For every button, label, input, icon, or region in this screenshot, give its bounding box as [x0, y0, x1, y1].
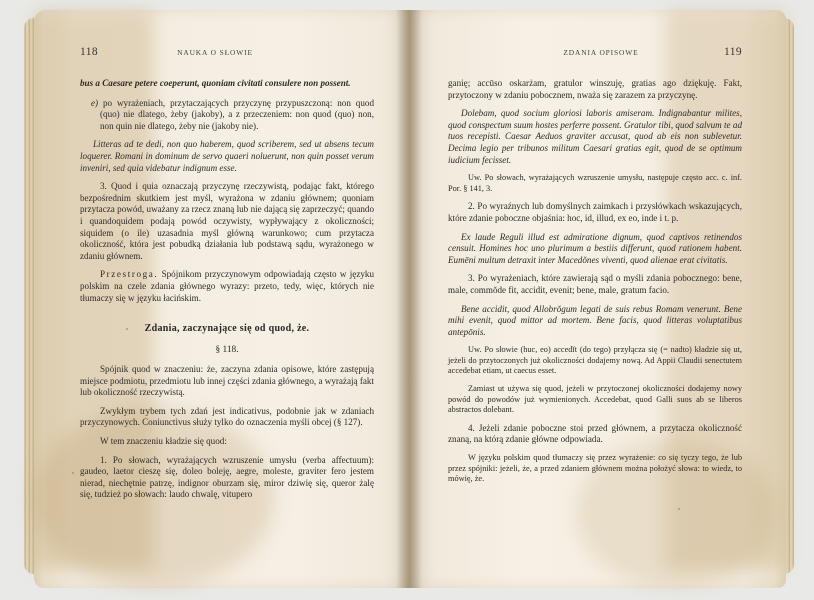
section-heading: Zdania, zaczynające się od quod, że.	[144, 323, 310, 335]
note-text: Po słowie (huc, eo) accedĭt (do tego) przyłącza się (= nadto) kładzie się ut, jeżeli do przytoczonych już okoliczności dodajemy nową. Ad Appii Claudii senectutem accedebat etiam, ut caecus esset.	[448, 345, 742, 376]
left-folio: 118	[80, 46, 99, 58]
note-uw-1	[448, 173, 742, 194]
right-folio: 119	[723, 46, 742, 58]
numbered-paragraph-3r	[448, 273, 742, 296]
note-label: Przestroga.	[100, 269, 159, 280]
note-text: Spójnikom przyczynowym odpowiadają często w języku polskim na czele zdania głównego wyrazy: przeto, tedy, więc, których nie tłumaczy się w języku łacińskim.	[80, 269, 374, 303]
section-paragraph-3: W tem znaczeniu kładzie się quod:	[100, 436, 227, 447]
paragraph-text: Jeżeli zdanie poboczne stoi przed głównem, a przytacza okoliczność znaną, na którą zdanie główne odpowiada.	[448, 422, 742, 445]
numbered-paragraph-3	[80, 181, 374, 262]
section-number: § 118.	[215, 345, 239, 356]
catchline-paragraph: bus a Caesare petere coeperunt, quoniam civitati consulere non possent.	[80, 78, 351, 88]
right-header-title: ZDANIA OPISOWE	[563, 48, 639, 57]
paragraph-marker: 3.	[100, 181, 107, 192]
right-page	[410, 10, 786, 588]
lettered-item-e	[80, 98, 374, 133]
continuation-paragraph: ganię; accūso oskarżam, gratulor winszuję, gratias ago dziękuję. Fakt, przytoczony w zdaniu pobocznem, nważa się zarazem za przyczynę.	[448, 78, 742, 100]
open-book	[28, 10, 788, 590]
left-page-content	[80, 46, 374, 501]
note-zamiast: Zamiast ut używa się quod, jeżeli w przytoczonej okoliczności dodajemy nowy powód do powodów już wymienionych. Accedebat, quod Galli suos ab se liberos abstractos dolebant.	[448, 384, 742, 415]
paragraph-marker: 2.	[468, 201, 475, 212]
closing-note: W języku polskim quod tłumaczy się przez wyrażenie: co się tyczy tego, że lub przez spójniki: jeżeli, że, a przed zdaniem głównem można położyć słowa: to wiedz, to mówię, że.	[448, 453, 742, 484]
paragraph-marker: 4.	[468, 422, 475, 433]
note-uw-2	[448, 345, 742, 377]
item-text: po wyrażeniach, przytaczających przyczynę przypuszczoną: non quod (quo) nie dlatego, żeby (jakoby), a z przeczeniem: non quod (quo) non, non quin nie dlatego, żeby nie (jakoby nie).	[100, 97, 374, 131]
latin-quote-dolebam: Dolebam, quod socium gloriosi laboris amiseram. Indignabantur milites, quod conspectum suum hostes perferre possent. Gratulor tibi, quod salvum te ad tuos recepisti. Caesar Aeduos graviter accusat, quod ab eis non sublevetur. Decima legio per tribunos militum Caesari gratias egit, quod de se optimum iudicium fecisset.	[448, 108, 742, 165]
note-text: Po słowach, wyrażających wzruszenie umysłu, następuje często acc. c. inf. Por. § 141, 3.	[448, 173, 742, 193]
latin-quote-litteras: Litteras ad te dedi, non quo haberem, quod scriberem, sed ut absens tecum loquerer. Romani in dominum de servo quaeri noluerunt, non quin posset verum inveniri, sed quia videbatur indignum esse.	[80, 139, 374, 173]
latin-quote-bene: Bene accidit, quod Allobrŏgum legati de suis rebus Romam venerunt. Bene mihi evenit, quod mittor ad mortem. Bene facis, quod litteras voluptatibus antepōnis.	[448, 303, 742, 337]
section-paragraph-4: 1. Po słowach, wyrażających wzruszenie umysłu (verba affectuum): gaudeo, laetor cieszę się, doleo boleję, aegre, moleste, graviter fero jestem nierad, niechętnie patrzę, indignor oburzam się, miror dziwię się, queror żalę się, tudzież po słowach: laudo chwalę, vitupero	[80, 454, 374, 500]
item-marker: e)	[91, 97, 99, 108]
paper-speck	[678, 508, 680, 510]
paragraph-text: Po wyraźnych lub domyślnych zaimkach i przysłówkach wskazujących, które zdanie poboczne objaśnia: hoc, id, illud, ex eo, inde i t. p.	[448, 201, 742, 223]
left-page	[34, 10, 410, 588]
note-label: Uw.	[468, 345, 482, 355]
left-header-title: NAUKA O SŁOWIE	[177, 48, 253, 57]
paragraph-text: Po wyrażeniach, które zawierają sąd o myśli zdania pobocznego: bene, male, commŏde fit, accidit, evenit; bene, male, gratum facio.	[448, 273, 742, 295]
paper-speck	[72, 472, 74, 474]
section-paragraph-2: Zwykłym trybem tych zdań jest indicativus, podobnie jak w zdaniach przyczynowych. Coniunctivus służy tylko do oznaczenia myśli obcej (§ 127).	[80, 405, 374, 428]
section-paragraph-1: Spójnik quod w znaczeniu: że, zaczyna zdania opisowe, które zastępują miejsce podmiotu, przedmiotu lub innej części zdania głównego, a wyrażają fakt lub okoliczność rzeczywistą.	[80, 364, 374, 398]
paragraph-marker: 3.	[468, 273, 475, 284]
right-running-head	[448, 46, 742, 60]
numbered-paragraph-4	[448, 423, 742, 446]
paragraph-text: Quod i quia oznaczają przyczynę rzeczywistą, podając fakt, którego bezpośrednim skutkiem jest myśl, wyrażona w zdaniu głównem; quoniam przytacza powód, uważany za rzecz znaną lub nie dającą się zaprzeczyć; quando i quandoquidem podają powód oczywisty, wypływający z okoliczności; siquidem (o ile) uzasadnia myśl główną warunkowo; cum przytacza okoliczność, która jest pobudką działania lub podstawą sądu, wyrażonego w zdaniu głównem.	[80, 181, 374, 261]
numbered-paragraph-2	[448, 201, 742, 224]
left-running-head	[80, 46, 374, 60]
right-page-content	[448, 46, 742, 485]
note-label: Uw.	[468, 173, 482, 183]
latin-quote-exlaude: Ex laude Reguli illud est admiratione dignum, quod captivos retinendos censuit. Homines hoc uno plurimum a bestiis differunt, quod rationem habent. Eumēni multum detraxit inter Macedŏnes viventi, quod alienae erat civitatis.	[448, 231, 742, 265]
przestroga-note	[80, 269, 374, 304]
